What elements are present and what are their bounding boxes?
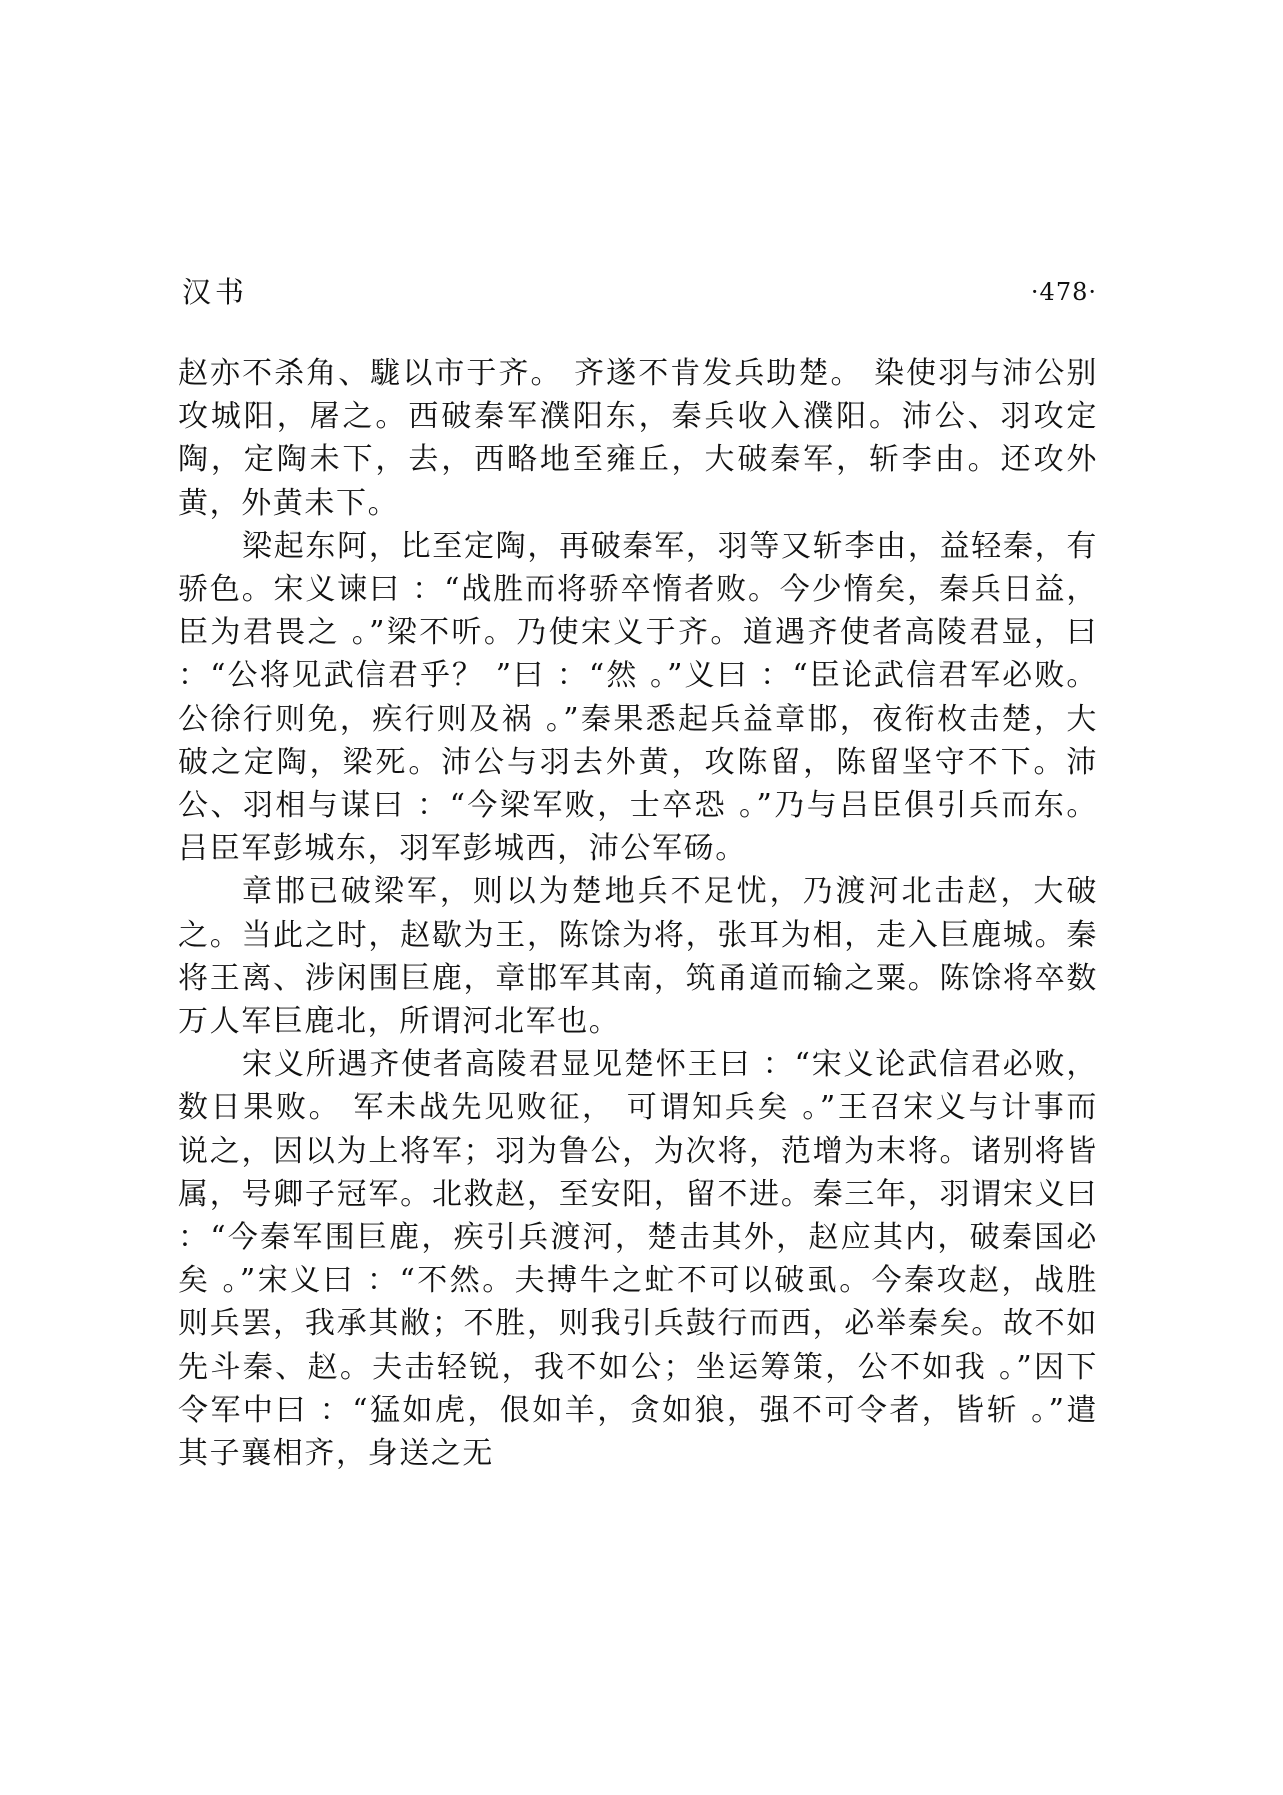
paragraph-4: 宋义所遇齐使者高陵君显见楚怀王曰 ：“宋义论武信君必败，数日果败。 军未战先见败征， 可谓知兵矣 。”王召宋义与计事而说之，因以为上将军；羽为鲁公，为次将，范增为末将。诸别将皆属，号卿子冠军。北救赵，至安阳，留不进。秦三年，羽谓宋义曰 ：“今秦军围巨鹿，疾引兵渡河，楚击其外，赵应其内，破秦国必矣 。”宋义曰 ：“不然。夫搏牛之虻不可以破虱。今秦攻赵，战胜则兵罢，我承其敝；不胜，则我引兵鼓行而西，必举秦矣。故不如先斗秦、赵。夫击轻锐，我不如公；坐运筹策，公不如我 。”因下令军中曰 ：“猛如虎，佷如羊，贪如狼，强不可令者，皆斩 。”遣其子襄相齐，身送之无 — [178, 1047, 1098, 1472]
paragraph-1: 赵亦不杀角、駹以市于齐。 齐遂不肯发兵助楚。 染使羽与沛公别攻城阳，屠之。西破秦军濮阳东，秦兵收入濮阳。沛公、羽攻定陶，定陶未下，去，西略地至雍丘，大破秦军，斩李由。还攻外黄，外黄未下。 — [178, 356, 1098, 521]
body-text — [178, 352, 1098, 1475]
book-title: 汉书 — [182, 275, 249, 309]
paragraph-3: 章邯已破梁军，则以为楚地兵不足忧，乃渡河北击赵，大破之。当此之时，赵歇为王，陈馀为将，张耳为相，走入巨鹿城。秦将王离、涉闲围巨鹿，章邯军其南，筑甬道而输之粟。陈馀将卒数万人军巨鹿北，所谓河北军也。 — [178, 874, 1098, 1040]
page-number: ·478· — [1030, 278, 1097, 306]
paragraph-2: 梁起东阿，比至定陶，再破秦军，羽等又斩李由，益轻秦，有骄色。宋义谏曰 ：“战胜而将骄卒惰者败。今少惰矣，秦兵日益，臣为君畏之 。”梁不听。乃使宋义于齐。道遇齐使者高陵君显，曰 ：“公将见武信君乎？ ”曰 ：“然 。”义曰 ：“臣论武信君军必败。公徐行则免，疾行则及祸 。”秦果悉起兵益章邯，夜衔枚击楚，大破之定陶，梁死。沛公与羽去外黄，攻陈留，陈留坚守不下。沛公、羽相与谋曰 ：“今梁军败，士卒恐 。”乃与吕臣俱引兵而东。吕臣军彭城东，羽军彭城西，沛公军砀。 — [178, 528, 1098, 867]
running-head — [182, 272, 1097, 312]
